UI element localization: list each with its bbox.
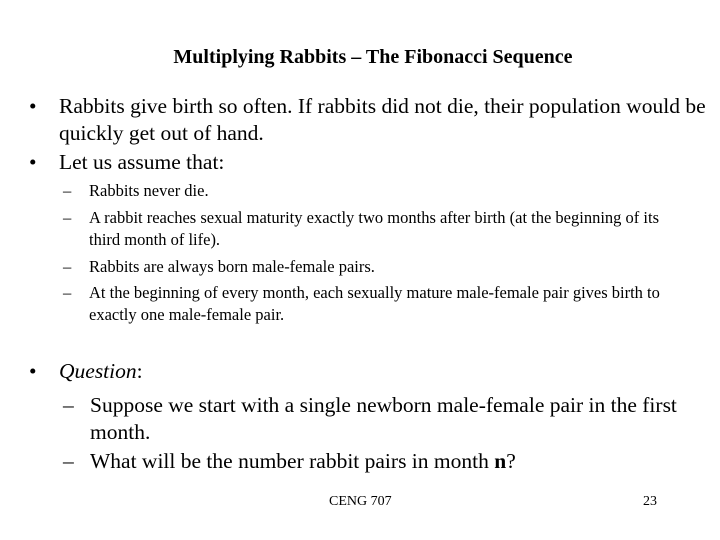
bullet-marker: •	[29, 94, 37, 118]
assumption-item	[63, 256, 683, 278]
bullet-item	[29, 149, 709, 176]
slide-title: Multiplying Rabbits – The Fibonacci Sequence	[173, 46, 573, 68]
bullet-marker: •	[29, 359, 37, 383]
assumption-item	[63, 282, 683, 326]
dash-marker: –	[63, 393, 74, 417]
question-item	[63, 392, 683, 446]
dash-marker: –	[63, 257, 72, 276]
assumption-text: Rabbits never die.	[89, 181, 209, 200]
month-variable: n	[494, 449, 507, 473]
bullet-text: Rabbits give birth so often. If rabbits did not die, their population would be quickly get out of hand.	[59, 94, 706, 145]
assumption-text: Rabbits are always born male-female pairs.	[89, 257, 375, 276]
question-suffix: ?	[506, 449, 516, 473]
dash-marker: –	[63, 283, 72, 302]
bullet-text: Let us assume that:	[59, 150, 225, 174]
footer-course: CENG 707	[329, 494, 392, 509]
question-item	[63, 448, 683, 475]
assumption-item	[63, 180, 683, 202]
assumption-text: At the beginning of every month, each sexually mature male-female pair gives birth to exactly one male-female pair.	[89, 283, 660, 324]
assumption-item	[63, 207, 683, 251]
dash-marker: –	[63, 181, 72, 200]
bullet-item	[29, 93, 709, 147]
bullet-marker: •	[29, 150, 37, 174]
question-text: Suppose we start with a single newborn male-female pair in the first month.	[90, 393, 677, 444]
question-text	[63, 448, 683, 475]
assumption-text: A rabbit reaches sexual maturity exactly two months after birth (at the beginning of its third month of life).	[89, 208, 660, 249]
question-colon: :	[136, 359, 143, 383]
dash-marker: –	[63, 208, 72, 227]
question-bullet	[29, 358, 709, 385]
dash-marker: –	[63, 449, 74, 473]
question-prefix: What will be the number rabbit pairs in month	[90, 449, 495, 473]
page-number: 23	[643, 494, 657, 509]
question-heading	[29, 358, 709, 385]
question-label: Question	[59, 359, 137, 383]
